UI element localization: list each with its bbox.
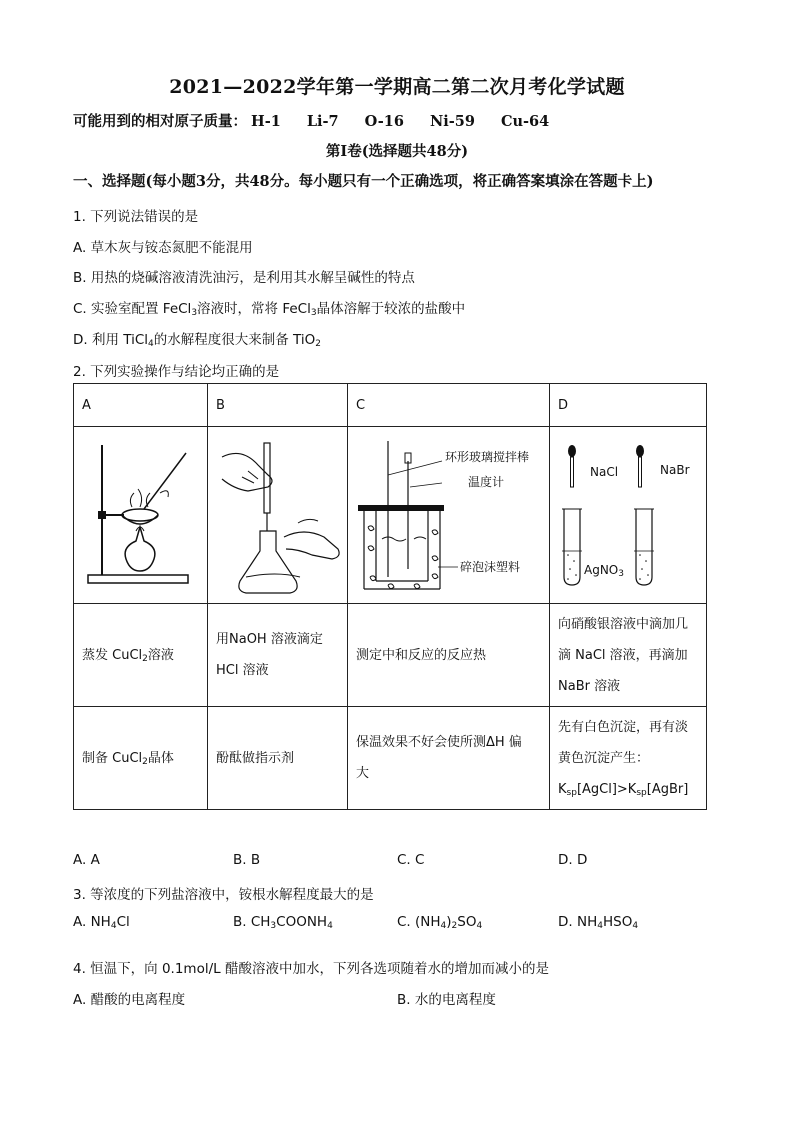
figure-b-titration	[208, 427, 348, 604]
label-agno3: AgNO$_3$	[584, 563, 624, 579]
q2-answer-c: C. C	[397, 852, 425, 868]
titration-illustration	[208, 427, 347, 603]
q2-answer-b: B. B	[233, 852, 261, 868]
q2-answer-d: D. D	[558, 852, 588, 868]
q3-option-a: A. $NH_4Cl$	[73, 914, 130, 931]
q4-option-a: A. 醋酸的电离程度	[73, 992, 186, 1008]
q3-option-c: C. $(NH_4)_2SO_4$	[397, 914, 483, 931]
q4-stem: 4. 恒温下，向 0.1mol/L 醋酸溶液中加水，下列各选项随着水的增加而减小的是	[73, 961, 549, 977]
q1-option-a: A. 草木灰与铵态氮肥不能混用	[73, 240, 253, 256]
evaporation-apparatus-illustration	[74, 427, 207, 603]
label-nacl: NaCl	[590, 465, 619, 479]
atomic-masses	[73, 110, 575, 131]
label-nabr: NaBr	[660, 463, 690, 477]
q2-stem: 2. 下列实验操作与结论均正确的是	[73, 364, 280, 380]
row1-a: 蒸发 CuCl$_2$溶液	[74, 604, 208, 707]
row2-d: 先有白色沉淀，再有淡 黄色沉淀产生： $K_{sp}[AgCl]>K_{sp}[AgBr]$	[550, 707, 707, 810]
exam-title: 2021—2022学年第一学期高二第二次月考化学试题	[169, 76, 625, 98]
q3-option-b: B. $CH_3COONH_4$	[233, 914, 333, 931]
row2-b: 酚酞做指示剂	[208, 707, 348, 810]
col-header-d: D	[550, 384, 707, 427]
q1-option-b: B. 用热的烧碱溶液清洗油污，是利用其水解呈碱性的特点	[73, 270, 415, 286]
q1-option-d: D. 利用 TiCl$_4$的水解程度很大来制备 TiO$_2$	[73, 332, 321, 349]
q3-option-d: D. $NH_4HSO_4$	[558, 914, 639, 931]
atom-h: H-1	[251, 113, 281, 130]
figure-c-calorimeter	[348, 427, 550, 604]
row1-c: 测定中和反应的反应热	[348, 604, 550, 707]
row2-c: 保温效果不好会使所测ΔH 偏 大	[348, 707, 550, 810]
figure-d-precipitation	[550, 427, 707, 604]
q4-option-b: B. 水的电离程度	[397, 992, 496, 1008]
precipitation-illustration	[550, 427, 706, 603]
atom-cu: Cu-64	[500, 113, 550, 130]
atom-ni: Ni-59	[429, 113, 475, 130]
atomic-masses-label: 可能用到的相对原子质量：	[73, 113, 247, 130]
q1-option-c: C. 实验室配置 FeCl$_3$溶液时，常将 FeCl$_3$晶体溶解于较浓的盐酸中	[73, 301, 466, 318]
figure-a-evaporation	[74, 427, 208, 604]
q1-stem: 1. 下列说法错误的是	[73, 209, 199, 225]
section-title: 一、选择题(每小题3分，共48分。每小题只有一个正确选项，将正确答案填涂在答题卡上)	[73, 173, 654, 190]
col-header-a: A	[74, 384, 208, 427]
part-title: 第Ⅰ卷(选择题共48分)	[325, 143, 469, 160]
row1-d: 向硝酸银溶液中滴加几 滴 NaCl 溶液，再滴加 NaBr 溶液	[550, 604, 707, 707]
atom-li: Li-7	[306, 113, 339, 130]
label-thermometer: 温度计	[468, 475, 505, 489]
atom-o: O-16	[364, 113, 404, 130]
row2-a: 制备 CuCl$_2$晶体	[74, 707, 208, 810]
label-foam: 碎泡沫塑料	[460, 560, 521, 574]
col-header-b: B	[208, 384, 348, 427]
col-header-c: C	[348, 384, 550, 427]
q3-stem: 3. 等浓度的下列盐溶液中，铵根水解程度最大的是	[73, 887, 374, 903]
q2-experiment-table	[73, 383, 707, 810]
q2-answer-a: A. A	[73, 852, 100, 868]
row1-b: 用NaOH 溶液滴定 HCl 溶液	[208, 604, 348, 707]
label-stir-rod: 环形玻璃搅拌棒	[445, 450, 530, 464]
